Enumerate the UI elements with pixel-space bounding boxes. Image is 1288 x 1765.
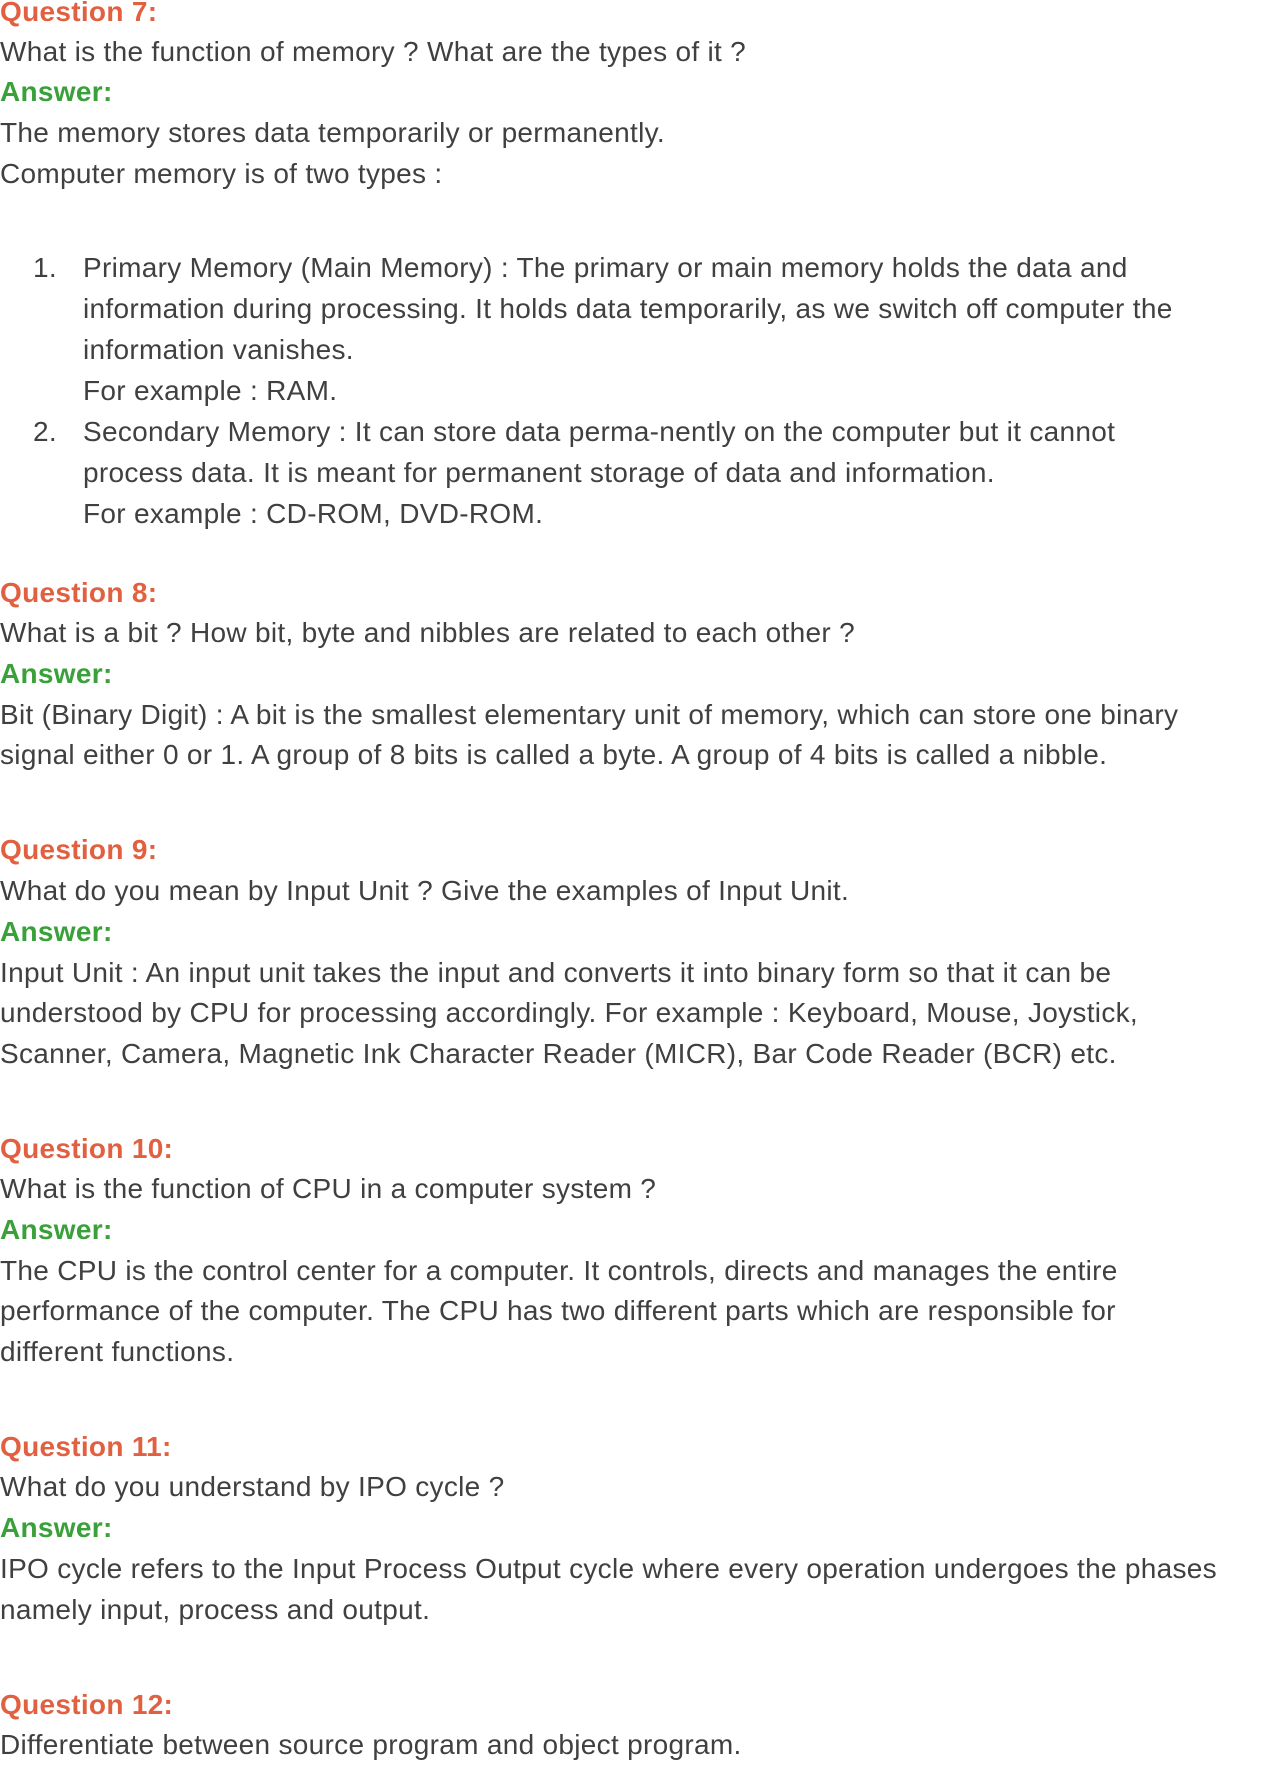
- question-8-label: Question 8:: [0, 577, 158, 608]
- question-10-answer-line: The CPU is the control center for a computer. It controls, directs and manages the entire: [0, 1255, 1118, 1286]
- question-10-text: What is the function of CPU in a computer system ?: [0, 1173, 657, 1204]
- question-9-answer-line: Scanner, Camera, Magnetic Ink Character Reader (MICR), Bar Code Reader (BCR) etc.: [0, 1038, 1117, 1069]
- list-item-line: For example : CD-ROM, DVD-ROM.: [83, 498, 544, 529]
- list-item-number: 2.: [33, 416, 57, 447]
- question-7-answer-line: The memory stores data temporarily or permanently.: [0, 117, 665, 148]
- question-10-answer-label: Answer:: [0, 1214, 113, 1245]
- list-item-line: information during processing. It holds data temporarily, as we switch off computer the: [83, 293, 1173, 324]
- question-7-label: Question 7:: [0, 0, 158, 27]
- question-10-answer-line: performance of the computer. The CPU has two different parts which are responsible for: [0, 1295, 1116, 1326]
- question-9-answer-line: understood by CPU for processing accordingly. For example : Keyboard, Mouse, Joystick,: [0, 997, 1139, 1028]
- question-9-label: Question 9:: [0, 834, 158, 865]
- question-8-answer-label: Answer:: [0, 658, 113, 689]
- question-9-answer-line: Input Unit : An input unit takes the input and converts it into binary form so that it can be: [0, 957, 1112, 988]
- question-11-label: Question 11:: [0, 1431, 172, 1462]
- question-8-text: What is a bit ? How bit, byte and nibbles are related to each other ?: [0, 617, 855, 648]
- question-8-answer-line: Bit (Binary Digit) : A bit is the smallest elementary unit of memory, which can store one binary: [0, 699, 1179, 730]
- list-item-line: information vanishes.: [83, 334, 354, 365]
- question-12-label: Question 12:: [0, 1689, 174, 1720]
- question-10-label: Question 10:: [0, 1133, 174, 1164]
- question-11-answer-line: IPO cycle refers to the Input Process Output cycle where every operation undergoes the phases: [0, 1553, 1217, 1584]
- question-12-text: Differentiate between source program and object program.: [0, 1729, 742, 1760]
- question-7-answer-line: Computer memory is of two types :: [0, 158, 443, 189]
- list-item-line: Secondary Memory : It can store data perma-nently on the computer but it cannot: [83, 416, 1116, 447]
- question-11-answer-line: namely input, process and output.: [0, 1594, 431, 1625]
- question-7-answer-label: Answer:: [0, 76, 113, 107]
- question-8-answer-line: signal either 0 or 1. A group of 8 bits is called a byte. A group of 4 bits is called a nibble.: [0, 739, 1108, 770]
- question-9-answer-label: Answer:: [0, 916, 113, 947]
- list-item-line: For example : RAM.: [83, 375, 338, 406]
- question-11-text: What do you understand by IPO cycle ?: [0, 1471, 505, 1502]
- question-11-answer-label: Answer:: [0, 1512, 113, 1543]
- list-item-number: 1.: [33, 252, 57, 283]
- question-7-text: What is the function of memory ? What are the types of it ?: [0, 36, 747, 67]
- list-item-line: Primary Memory (Main Memory) : The primary or main memory holds the data and: [83, 252, 1128, 283]
- list-item-line: process data. It is meant for permanent storage of data and information.: [83, 457, 995, 488]
- question-10-answer-line: different functions.: [0, 1336, 235, 1367]
- question-9-text: What do you mean by Input Unit ? Give the examples of Input Unit.: [0, 875, 850, 906]
